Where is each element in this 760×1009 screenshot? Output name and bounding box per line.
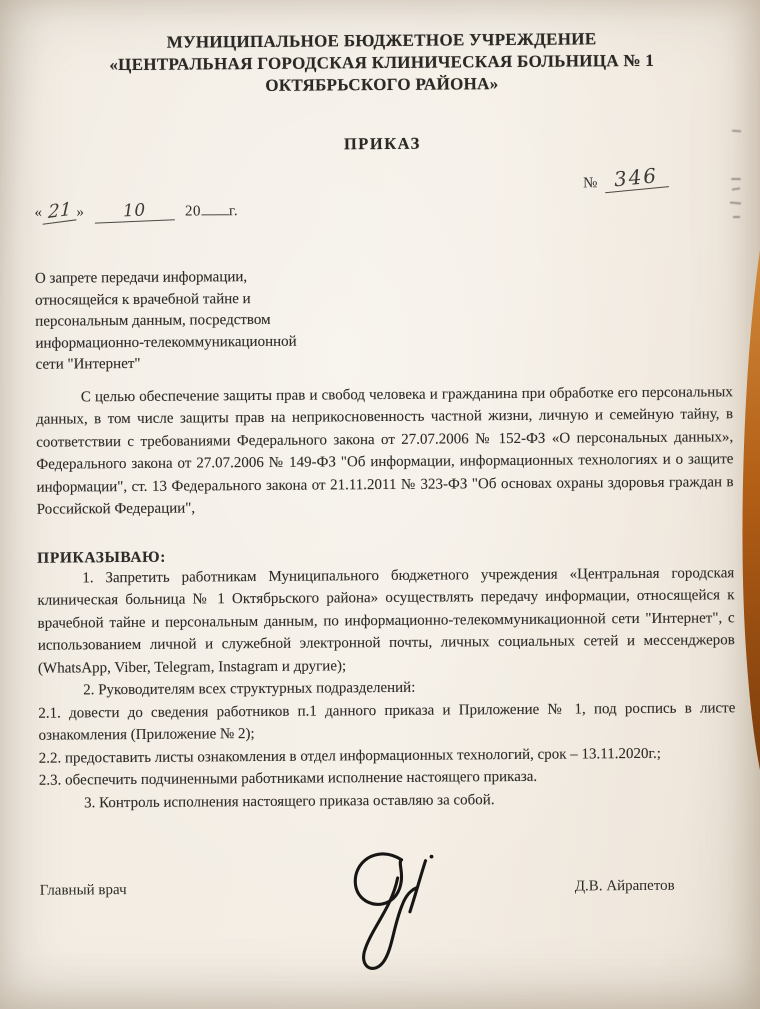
signature-block [39,851,737,986]
order-item-1: 1. Запретить работникам Муниципального бюджетного учреждения «Центральная городская клиническая больница № 1 Октябрьского района» осуществлять передачу информации, относящейся к врачебной тайне и персональным данным, по информационно-телекоммуникационной сети "Интернет", с использованием личной и служебной электронной почты, личных социальных сетей и мессенджеров (WhatsApp, Viber, Telegram, Instagram и другие); [37,564,735,677]
date-year-suffix: г. [228,203,239,220]
subject-line: информационно-телекоммуникационной [35,333,297,352]
date-month-handwritten: 10 [94,199,175,223]
order-item-2: 2. Руководителям всех структурных подразделений: [83,679,416,699]
subject-line: персональным данным, посредством [35,311,271,330]
date-year-blank [201,214,229,215]
order-meta [34,165,731,232]
org-name-line-1: МУНИЦИПАЛЬНОЕ БЮДЖЕТНОЕ УЧРЕЖДЕНИЕ [166,29,597,52]
subject-line: относящейся к врачебной тайне и [35,290,251,309]
organization-header [33,27,730,98]
org-name-line-3: ОКТЯБРЬСКОГО РАЙОНА» [265,74,499,95]
subject-line: О запрете передачи информации, [34,269,248,287]
document-type-title: ПРИКАЗ [343,133,421,154]
date-open-quote: « [34,204,43,221]
order-number-line [583,163,669,194]
order-subject [35,263,733,376]
order-date-line [34,199,238,223]
number-label: № [583,175,598,192]
order-item-3: 3. Контроль исполнения настоящего приказа оставляю за собой. [83,791,495,811]
signer-position: Главный врач [39,882,127,899]
order-heading: ПРИКАЗЫВАЮ: [37,548,167,567]
date-close-quote: » [76,204,85,221]
order-item-2-1: 2.1. довести до сведения работников п.1 данного приказа и Приложение № 1, под роспись в листе ознакомления (Приложение № 2); [38,699,736,744]
date-day-handwritten: 21 [43,198,78,225]
handwritten-signature [339,845,460,981]
signer-name: Д.В. Айрапетов [574,877,675,895]
order-preamble: С целью обеспечение защиты прав и свобод человека и гражданина при обработке его персональных данных, в том числе защиты прав на неприкосновенность частной жизни, личную и семейную тайну, в соответствии с требованиями Федерального закона от 27.07.2006 № 152-ФЗ «О персональных данных», Федерального закона от 27.07.2006 № 149-ФЗ "Об информации, информационных технологиях и о защите информации", ст. 13 Федерального закона от 21.11.2011 № 323-ФЗ "Об основах охраны здоровья граждан в Российской Федерации", [35,383,734,518]
subject-line: сети "Интернет" [35,355,141,373]
org-name-line-2: «ЦЕНТРАЛЬНАЯ ГОРОДСКАЯ КЛИНИЧЕСКАЯ БОЛЬНИЦА № 1 [109,50,655,75]
document-content [0,27,760,987]
order-item-2-2: 2.2. предоставить листы ознакомления в отдел информационных технологий, срок – 13.11.2020г.; [38,745,661,767]
order-item-2-3: 2.3. обеспечить подчиненными работниками исполнение настоящего приказа. [38,768,538,789]
order-number-handwritten: 346 [603,162,669,193]
date-year-prefix: 20 [184,203,201,220]
